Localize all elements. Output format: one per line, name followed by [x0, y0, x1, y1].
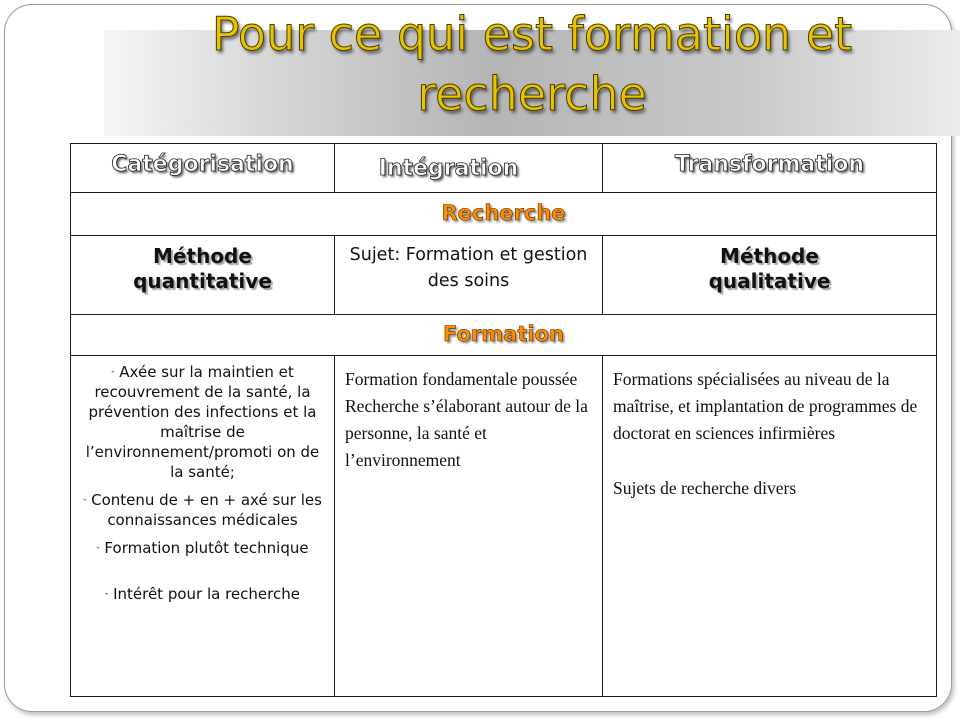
center-content-cell — [335, 356, 603, 697]
formation-cell — [71, 315, 937, 356]
method-quantitative: Méthode quantitative — [133, 244, 272, 293]
bullet-item: - Formation plutôt technique — [96, 539, 309, 557]
right-content-cell — [603, 356, 937, 697]
header-cell-integration — [335, 144, 603, 193]
left-bullet-list — [71, 356, 334, 604]
method-left-cell — [71, 236, 335, 315]
slide-title: Pour ce qui est formation et recherche — [211, 7, 853, 121]
left-content-cell — [71, 356, 335, 697]
comparison-table — [70, 143, 937, 697]
right-line-1: Formations spécialisées au niveau de la maîtrise, et implantation de programmes de doctorat en sciences infirmières — [613, 369, 918, 443]
method-qualitative: Méthode qualitative — [708, 244, 831, 293]
recherche-row — [71, 193, 937, 236]
subject-text: Sujet: Formation et gestion des soins — [349, 245, 588, 291]
header-integration: Intégration — [378, 156, 519, 181]
formation-row — [71, 315, 937, 356]
center-line-2: Recherche s’élaborant autour de la personne, la santé et l’environnement — [345, 396, 588, 470]
recherche-cell — [71, 193, 937, 236]
right-text-block — [603, 356, 936, 502]
content-row — [71, 356, 937, 697]
bullet-item: - Contenu de + en + axé sur les connaissances médicales — [83, 491, 322, 529]
header-cell-transformation — [603, 144, 937, 193]
section-formation: Formation — [443, 322, 564, 346]
method-right-cell — [603, 236, 937, 315]
header-cell-categorisation — [71, 144, 335, 193]
header-row — [71, 144, 937, 193]
center-text-block — [335, 356, 602, 474]
bullet-item: - Axée sur la maintien et recouvrement de la santé, la prévention des infections et la maîtrise de l’environnement/promoti on de la santé; — [85, 363, 320, 481]
center-line-1: Formation fondamentale poussée — [345, 369, 578, 389]
right-line-2: Sujets de recherche divers — [613, 478, 797, 498]
section-recherche: Recherche — [441, 201, 566, 225]
subject-cell — [335, 236, 603, 315]
methods-row — [71, 236, 937, 315]
header-categorisation: Catégorisation — [111, 152, 294, 177]
header-transformation: Transformation — [674, 152, 865, 177]
bullet-item: - Intérêt pour la recherche — [105, 585, 300, 603]
